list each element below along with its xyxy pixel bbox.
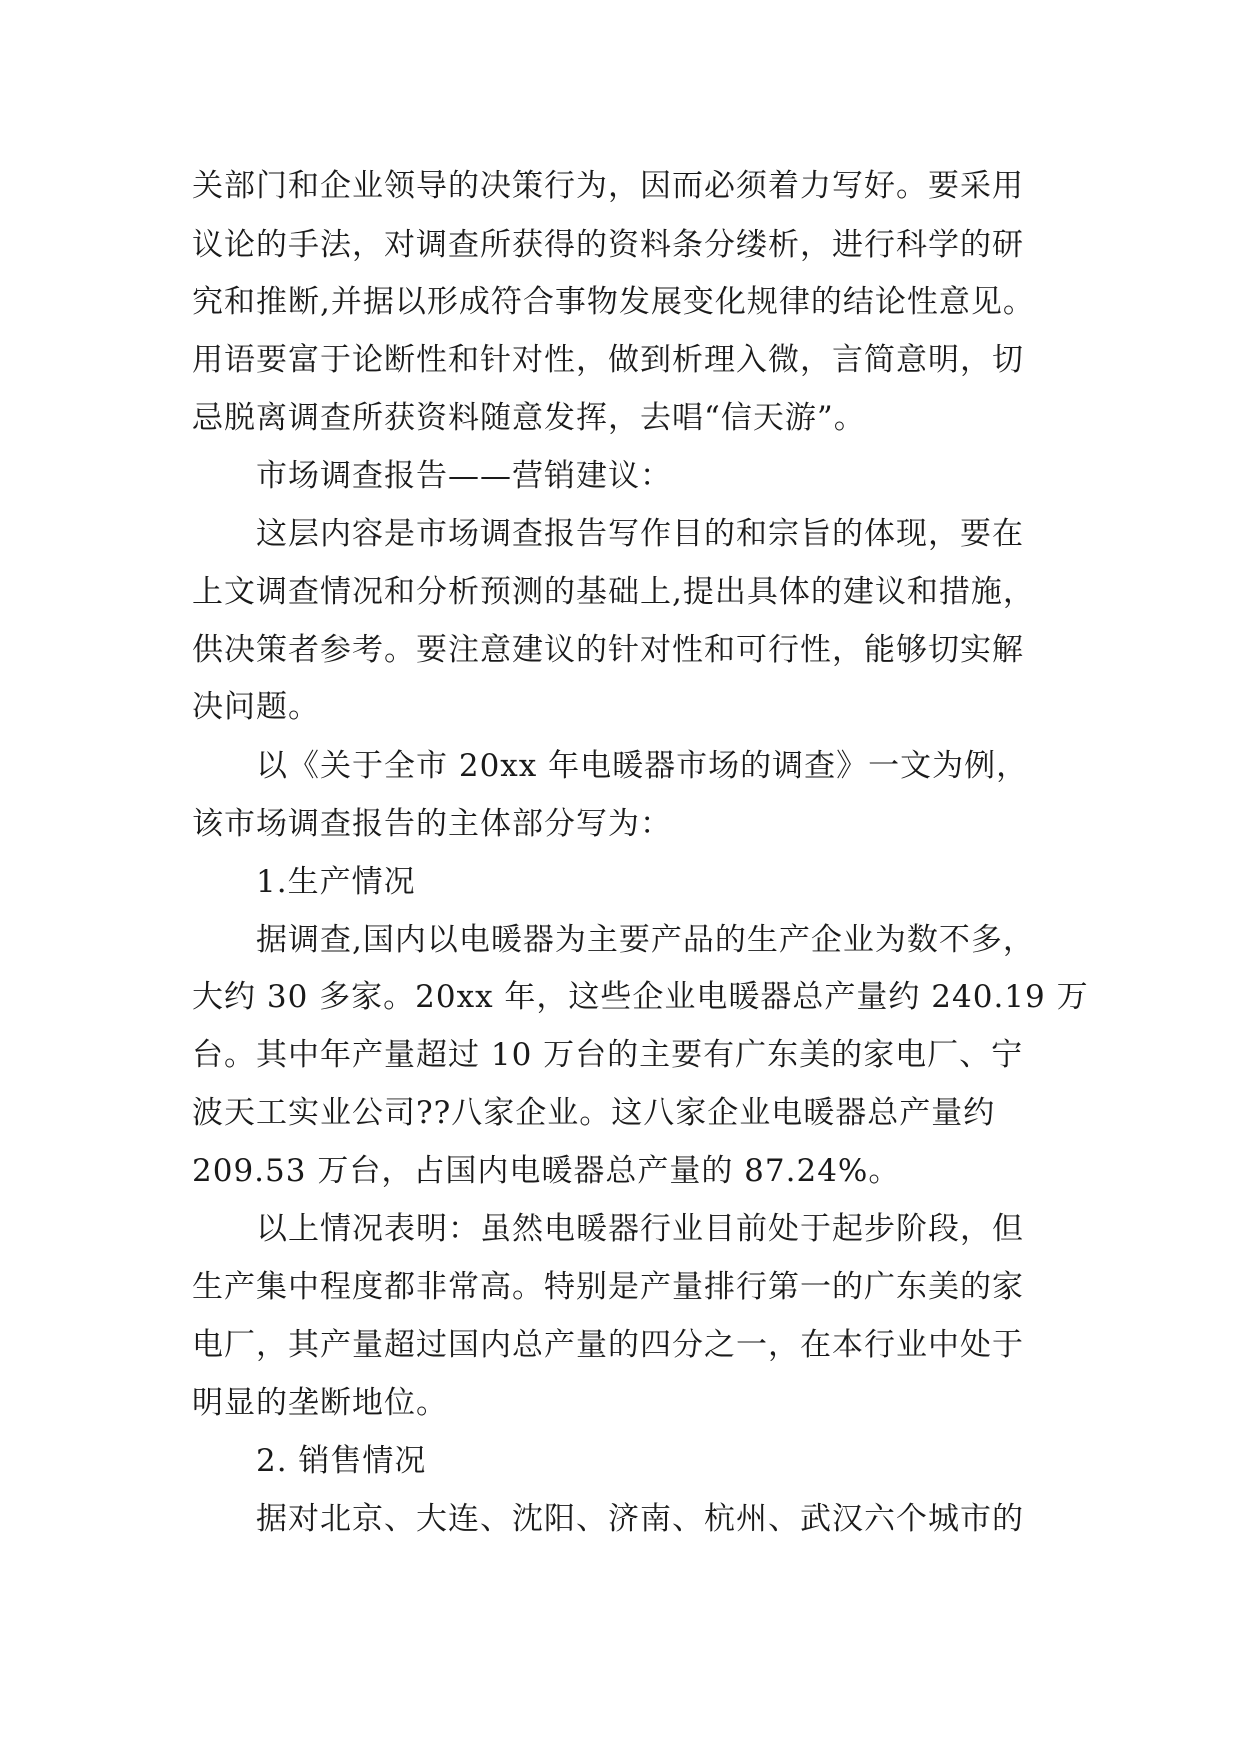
text-line: 上文调查情况和分析预测的基础上,提出具体的建议和措施， xyxy=(192,574,1035,610)
text-line: 电厂，其产量超过国内总产量的四分之一，在本行业中处于 xyxy=(192,1327,1024,1363)
text-line: 决问题。 xyxy=(192,689,320,725)
section-heading: 2. 销售情况 xyxy=(256,1443,427,1479)
text-line: 这层内容是市场调查报告写作目的和宗旨的体现，要在 xyxy=(256,516,1024,552)
text-line: 关部门和企业领导的决策行为，因而必须着力写好。要采用 xyxy=(192,168,1024,204)
text-line: 据调查,国内以电暖器为主要产品的生产企业为数不多， xyxy=(256,922,1035,958)
text-line: 波天工实业公司??八家企业。这八家企业电暖器总产量约 xyxy=(192,1095,996,1131)
text-line: 用语要富于论断性和针对性，做到析理入微，言简意明，切 xyxy=(192,342,1024,378)
text-line: 以《关于全市 20xx 年电暖器市场的调查》一文为例， xyxy=(256,748,1029,784)
text-line: 究和推断,并据以形成符合事物发展变化规律的结论性意见。 xyxy=(192,284,1035,320)
text-line: 大约 30 多家。20xx 年，这些企业电暖器总产量约 240.19 万 xyxy=(192,979,1089,1015)
text-line: 台。其中年产量超过 10 万台的主要有广东美的家电厂、宁 xyxy=(192,1037,1024,1073)
text-line: 以上情况表明：虽然电暖器行业目前处于起步阶段，但 xyxy=(256,1211,1024,1247)
section-heading: 1.生产情况 xyxy=(256,864,416,900)
text-line: 明显的垄断地位。 xyxy=(192,1385,448,1421)
text-line: 生产集中程度都非常高。特别是产量排行第一的广东美的家 xyxy=(192,1269,1024,1305)
text-line: 忌脱离调查所获资料随意发挥，去唱“信天游”。 xyxy=(192,400,866,436)
text-line: 209.53 万台，占国内电暖器总产量的 87.24%。 xyxy=(192,1153,901,1189)
text-line: 供决策者参考。要注意建议的针对性和可行性，能够切实解 xyxy=(192,632,1024,668)
section-heading: 市场调查报告——营销建议： xyxy=(256,458,672,494)
text-line: 该市场调查报告的主体部分写为： xyxy=(192,806,672,842)
text-line: 议论的手法，对调查所获得的资料条分缕析，进行科学的研 xyxy=(192,227,1024,263)
text-line: 据对北京、大连、沈阳、济南、杭州、武汉六个城市的 xyxy=(256,1501,1024,1537)
